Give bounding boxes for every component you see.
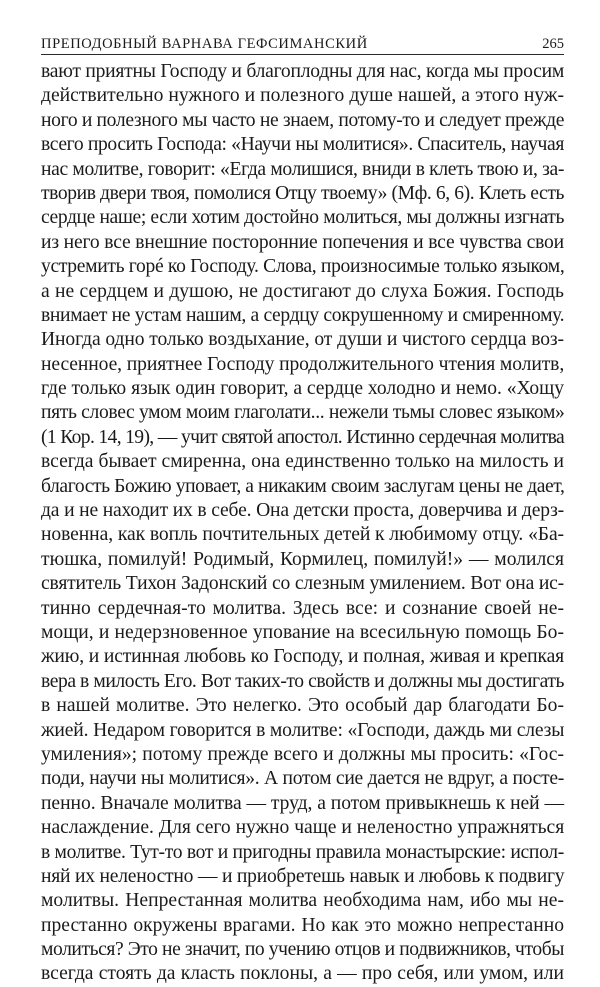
- text-line: поди, научи ны молитися». А потом сие дается не вдруг, а посте-: [41, 768, 564, 790]
- text-line: всего просить Господа: «Научи ны молитися». Спаситель, научая: [41, 134, 565, 156]
- text-line: жию, и истинная любовь ко Господу, и полная, живая и крепкая: [41, 646, 564, 668]
- text-line: да и не находит их в себе. Она детски проста, доверчива и дерз-: [41, 500, 564, 522]
- text-line: благость Божию уповает, а никаким своим заслугам цены не дает,: [41, 475, 565, 497]
- page-number: 265: [542, 36, 564, 52]
- text-line: всегда стоять да класть поклоны, а — про себя, или умом, или: [41, 963, 564, 985]
- text-line: новенна, как вопль почтительных детей к любимому отцу. «Ба-: [41, 524, 564, 546]
- text-line: наслаждение. Для сего нужно чаще и неленостно упражняться: [41, 817, 565, 839]
- text-line: нас молитве, говорит: «Егда молишися, вниди в клеть твою и, за-: [41, 158, 564, 180]
- text-line: святитель Тихон Задонский со слезным умилением. Вот она ис-: [41, 573, 564, 595]
- text-line: тинно сердечная-то молитва. Здесь все: и сознание своей не-: [41, 597, 564, 619]
- text-line: в нашей молитве. Это нелегко. Это особый дар благодати Бо-: [41, 695, 564, 717]
- text-line: вера в милость Его. Вот таких-то свойств и должны мы достигать: [41, 670, 564, 692]
- text-line: пенно. Вначале молитва — труд, а потом привыкнешь к ней —: [41, 792, 564, 814]
- text-line: Иногда одно только воздыхание, от души и чистого сердца воз-: [41, 329, 564, 351]
- text-line: умиления»; потому прежде всего и должны мы просить: «Гос-: [41, 743, 564, 765]
- text-line: (1 Кор. 14, 19), — учит святой апостол. Истинно сердечная молитва: [41, 426, 564, 448]
- text-line: а не сердцем и душою, не достигают до слуха Божия. Господь: [41, 280, 564, 302]
- text-line: творив двери твоя, помолися Отцу твоему» (Мф. 6, 6). Клеть есть: [41, 182, 564, 204]
- text-line: в молитве. Тут-то вот и пригодны правила монастырские: испол-: [41, 841, 564, 863]
- text-line: ного и полезного мы часто не знаем, потому-то и следует прежде: [41, 109, 565, 131]
- text-line: няй их неленостно — и приобретешь навык и любовь к подвигу: [41, 865, 565, 887]
- text-line: пять словес умом моим глаголати... нежели тьмы словес языком»: [41, 402, 565, 424]
- text-line: престанно окружены врагами. Но как это можно непрестанно: [41, 914, 564, 936]
- text-line: несенное, приятнее Господу продолжительного чтения молитв,: [41, 353, 565, 375]
- text-line: тюшка, помилуй! Родимый, Кормилец, помилуй!» — молился: [41, 548, 564, 570]
- book-page: [41, 0, 565, 985]
- text-line: молиться? Это не значит, по учению отцов и подвижников, чтобы: [41, 939, 564, 961]
- text-line: внимает не устам нашим, а сердцу сокрушенному и смиренному.: [41, 304, 565, 326]
- text-line: всегда бывает смиренна, она единственно только на милость и: [41, 451, 564, 473]
- text-line: устремить горé ко Господу. Слова, произносимые только языком,: [41, 256, 565, 278]
- text-line: сердце наше; если хотим достойно молиться, мы должны изгнать: [41, 207, 564, 229]
- text-line: мощи, и недерзновенное упование на всесильную помощь Бо-: [41, 621, 564, 643]
- text-line: молитвы. Непрестанная молитва необходима нам, ибо мы не-: [41, 890, 564, 912]
- running-header: [41, 32, 564, 55]
- text-line: из него все внешние посторонние попечения и все чувства свои: [41, 231, 564, 253]
- text-line: действительно нужного и полезного душе нашей, а этого нуж-: [41, 85, 564, 107]
- text-line: вают приятны Господу и благоплодны для нас, когда мы просим: [41, 61, 564, 82]
- text-line: где только язык один говорит, а сердце холодно и немо. «Хощу: [41, 378, 564, 400]
- text-line: жией. Недаром говорится в молитве: «Господи, даждь ми слезы: [41, 719, 565, 741]
- body-text: [41, 60, 564, 987]
- running-title: ПРЕПОДОБНЫЙ ВАРНАВА ГЕФСИМАНСКИЙ: [41, 36, 368, 52]
